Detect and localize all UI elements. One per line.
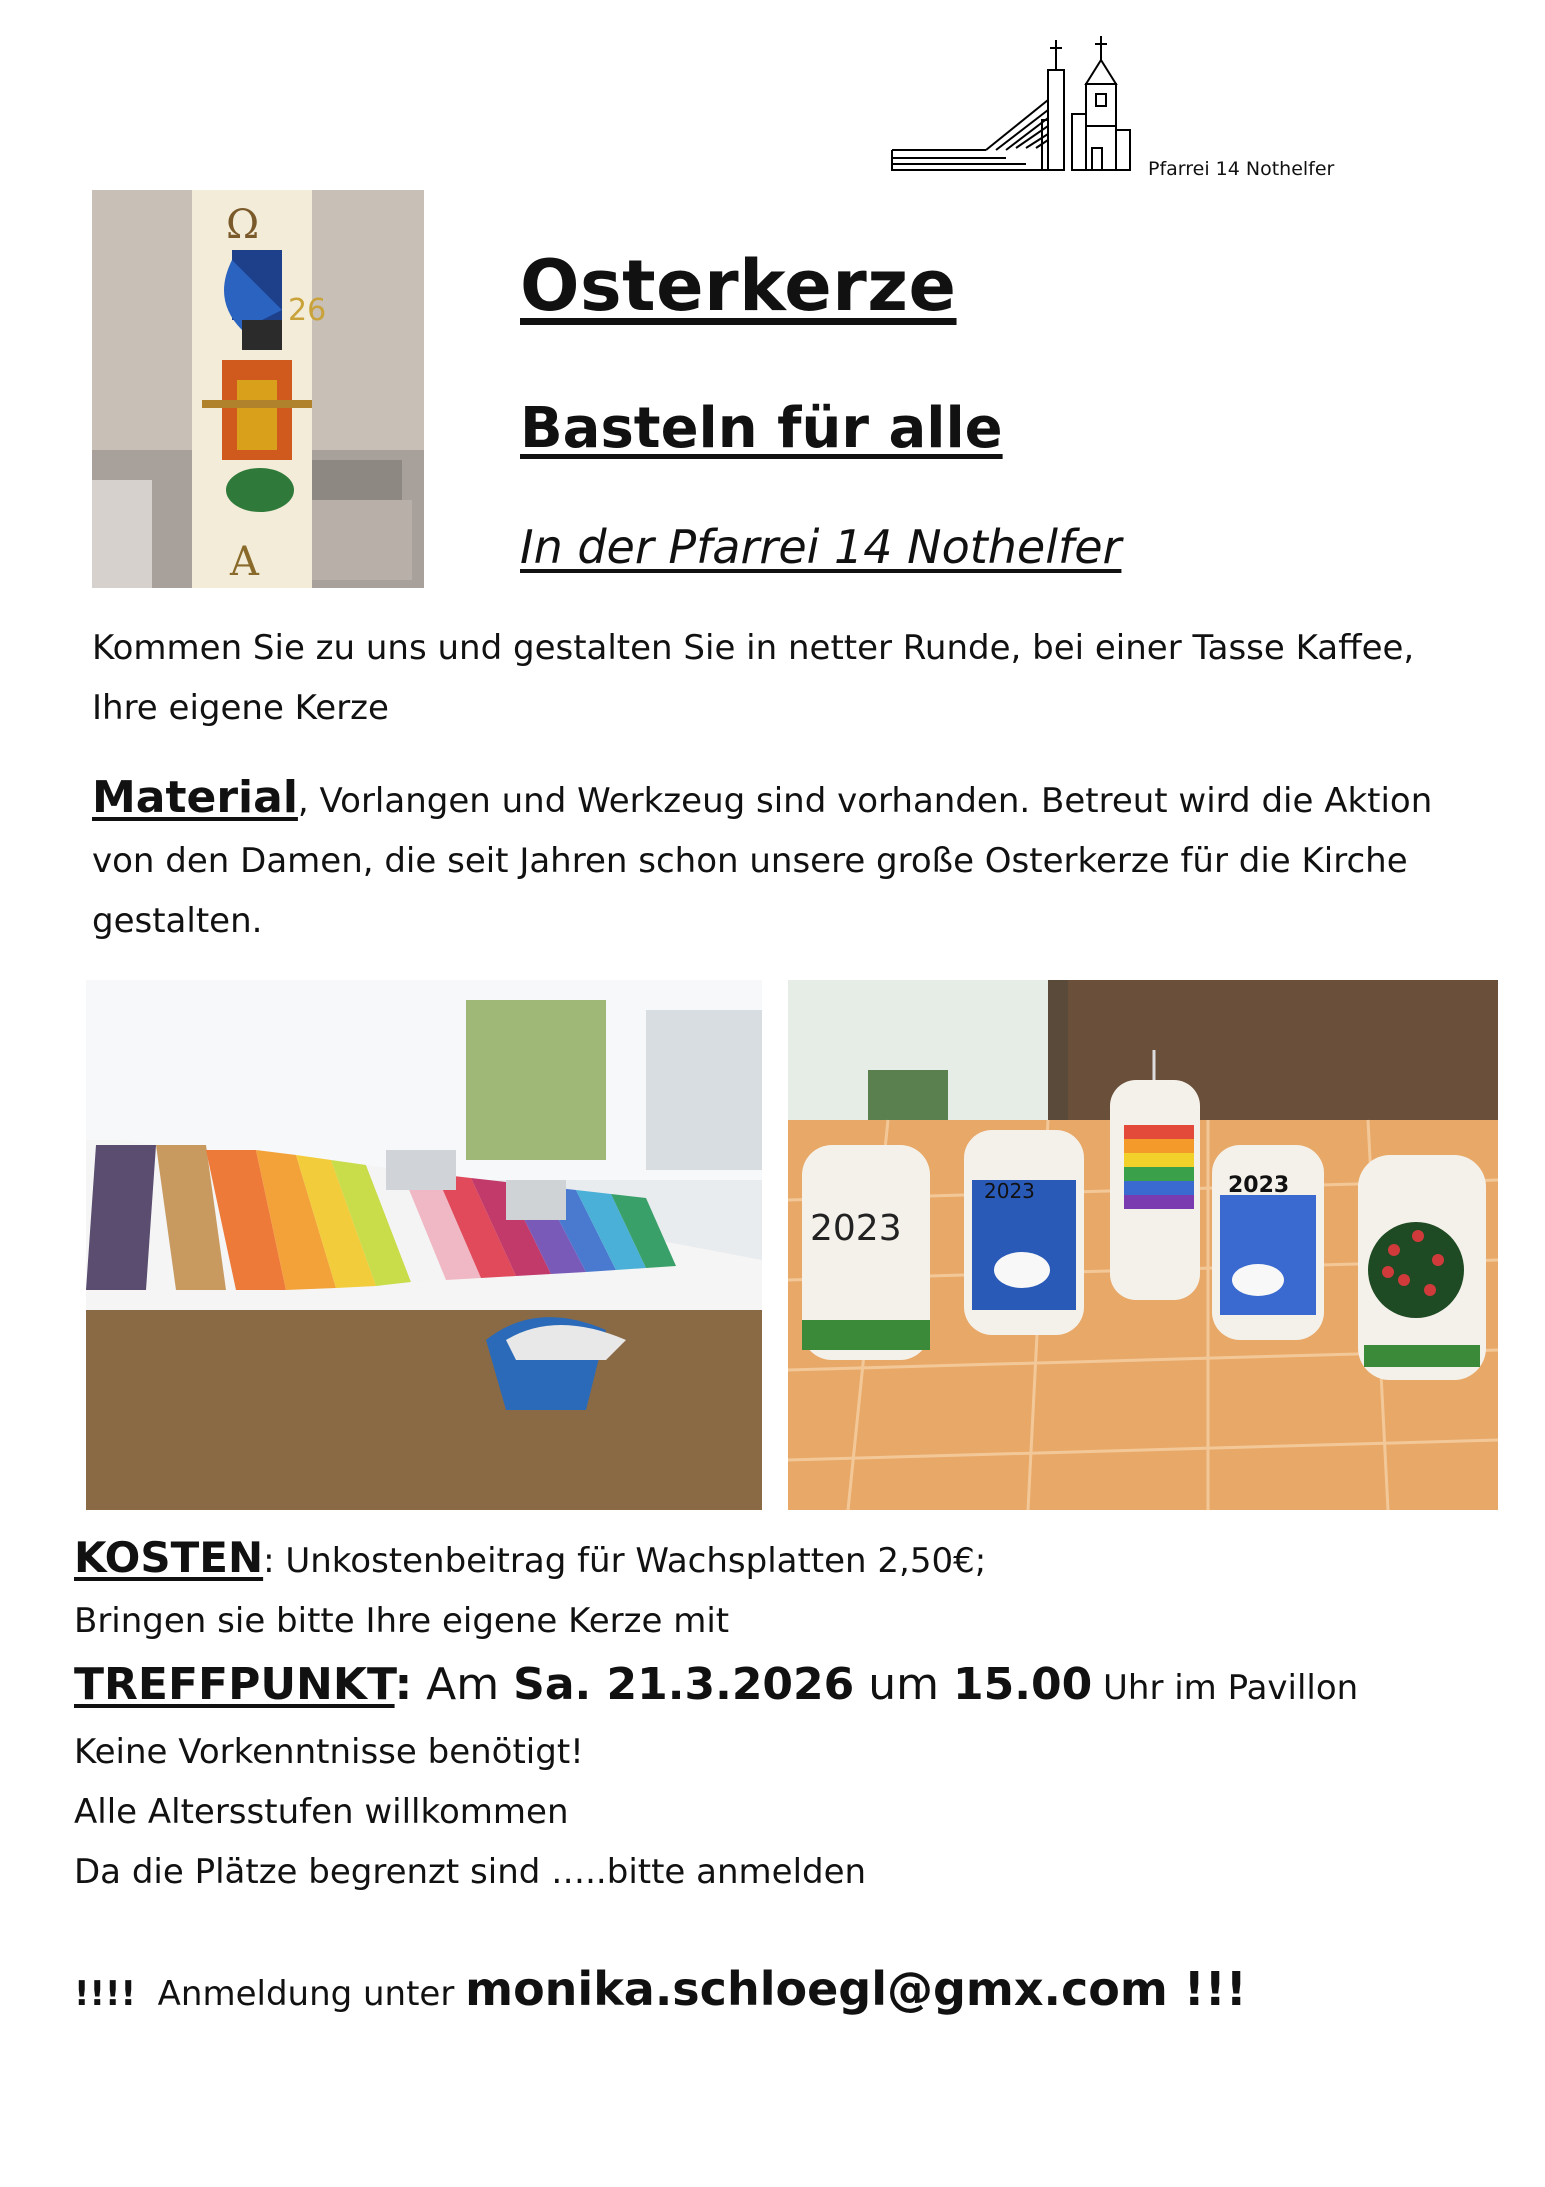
intro-line-2: Ihre eigene Kerze	[92, 688, 389, 728]
alpha-text: Ω	[226, 202, 260, 248]
year-text: 26	[288, 293, 327, 328]
church-logo	[886, 30, 1136, 180]
candle-1-year: 2023	[810, 1208, 902, 1249]
page-subtitle: Basteln für alle	[520, 396, 1003, 461]
treffpunkt-lead: TREFFPUNKT	[74, 1659, 395, 1710]
candle-2-year: 2023	[984, 1179, 1035, 1203]
note-item: Alle Altersstufen willkommen	[74, 1792, 569, 1832]
treffpunkt-time: 15.00	[953, 1659, 1093, 1710]
signup-line	[74, 1962, 1247, 2016]
signup-text: Anmeldung unter	[136, 1974, 466, 2014]
material-lead: Material	[92, 772, 298, 823]
signup-suffix: !!!	[1167, 1962, 1247, 2016]
treffpunkt-date: Sa. 21.3.2026	[513, 1659, 855, 1710]
signup-prefix: !!!!	[74, 1974, 137, 2014]
material-line-1: , Vorlangen und Werkzeug sind vorhanden. Betreut wird die Aktion	[297, 781, 1433, 821]
page-title: Osterkerze	[520, 245, 957, 327]
material-line-2: von den Damen, die seit Jahren schon unsere große Osterkerze für die Kirche	[92, 841, 1408, 881]
intro-line-1: Kommen Sie zu uns und gestalten Sie in netter Runde, bei einer Tasse Kaffee,	[92, 628, 1415, 668]
note-item: Keine Vorkenntnisse benötigt!	[74, 1732, 584, 1772]
intro-paragraph	[92, 618, 1414, 738]
kosten-line-2: Bringen sie bitte Ihre eigene Kerze mit	[74, 1601, 730, 1641]
craft-table-photo	[86, 980, 762, 1510]
kosten-paragraph	[74, 1528, 986, 1651]
finished-candles-photo	[788, 980, 1498, 1510]
material-line-3: gestalten.	[92, 901, 263, 941]
treffpunkt-um: um	[854, 1659, 954, 1710]
treffpunkt-rest: Uhr im Pavillon	[1092, 1668, 1359, 1708]
candle-4-year: 2023	[1228, 1173, 1290, 1198]
kosten-lead: KOSTEN	[74, 1533, 264, 1582]
treffpunkt-am: Am	[412, 1659, 514, 1710]
material-paragraph	[92, 768, 1432, 951]
logo-caption: Pfarrei 14 Nothelfer	[1148, 158, 1335, 180]
notes-list	[74, 1722, 866, 1902]
treffpunkt-colon: :	[394, 1659, 413, 1710]
easter-candle-photo	[92, 190, 424, 588]
omega-text: A	[230, 539, 259, 585]
signup-email[interactable]: monika.schloegl@gmx.com	[465, 1962, 1168, 2016]
kosten-line-1: : Unkostenbeitrag für Wachsplatten 2,50€;	[263, 1541, 987, 1581]
location-text: In der Pfarrei 14 Nothelfer	[520, 520, 1122, 574]
treffpunkt-line	[74, 1652, 1358, 1721]
note-item: Da die Plätze begrenzt sind …..bitte anmelden	[74, 1852, 867, 1892]
